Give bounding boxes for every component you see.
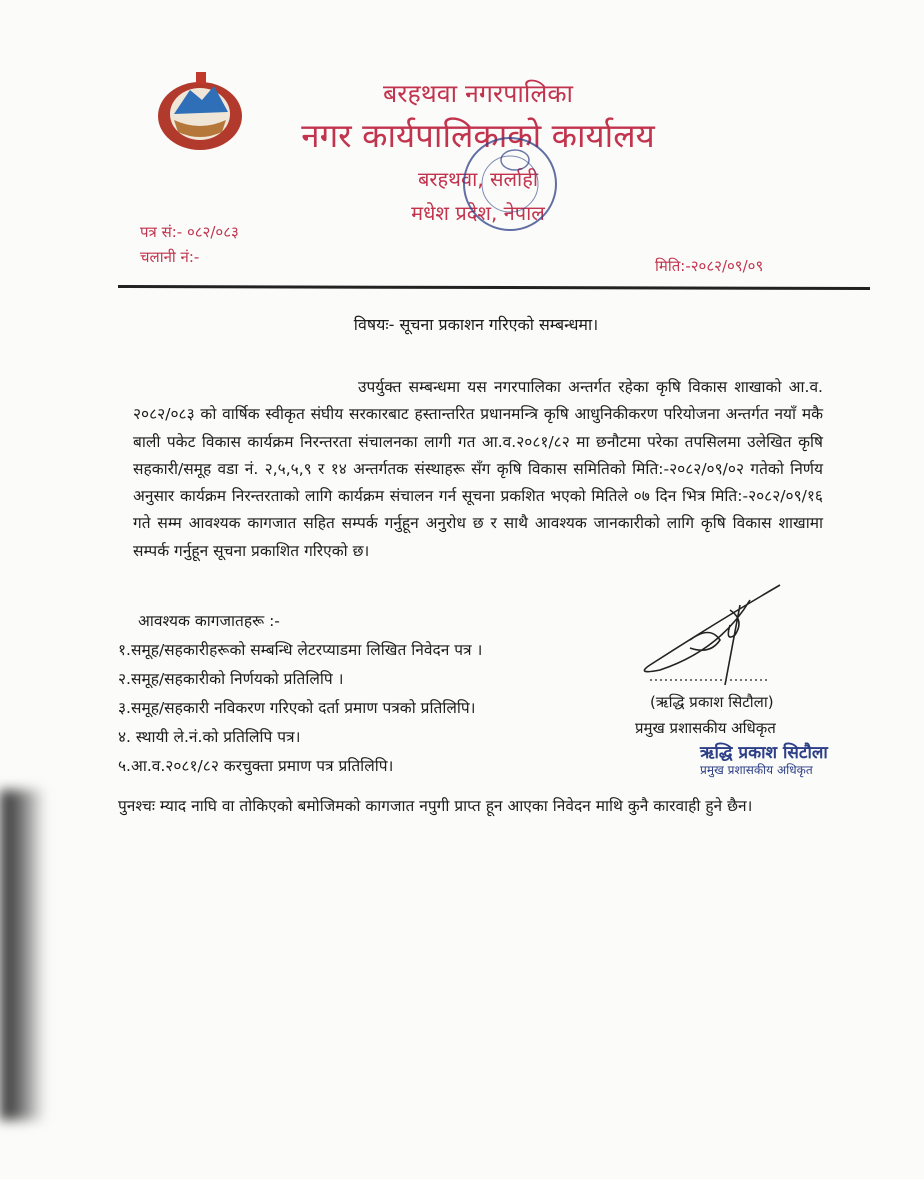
letter-date: मिति:-२०८२/०९/०९ [655, 257, 764, 275]
document-item: ४. स्थायी ले.नं.को प्रतिलिपि पत्र। [118, 728, 301, 746]
document-item: २.समूह/सहकारीको निर्णयको प्रतिलिपि । [118, 670, 344, 688]
municipality-name: बरहथवा नगरपालिका [382, 79, 574, 108]
document-item: ३.समूह/सहकारी नविकरण गरिएको दर्ता प्रमाण पत्रको प्रतिलिपि। [118, 699, 476, 717]
office-location: बरहथवा, सर्लाही [417, 167, 539, 191]
office-seal-stamp [455, 132, 565, 237]
letter-number: पत्र सं:- ०८२/०८३ [140, 223, 239, 241]
office-name: नगर कार्यपालिकाको कार्यालय [301, 116, 655, 155]
handwritten-signature [630, 580, 790, 690]
letter-body [133, 374, 823, 565]
stamp-title: प्रमुख प्रशासकीय अधिकृत [700, 763, 813, 777]
signatory-name: (ऋद्धि प्रकाश सिटौला) [650, 693, 774, 711]
documents-heading: आवश्यक कागजातहरू :- [138, 612, 280, 630]
document-item: १.समूह/सहकारीहरूको सम्बन्धि लेटरप्याडमा लिखित निवेदन पत्र । [118, 641, 483, 659]
name-stamp [700, 743, 828, 778]
body-paragraph: उपर्युक्त सम्बन्धमा यस नगरपालिका अन्तर्गत रहेका कृषि विकास शाखाको आ.व. २०८२/०८३ को वार्षिक स्वीकृत संघीय सरकारबाट हस्तान्तरित प्रधानमन्त्रि कृषि आधुनिकीकरण परियोजना अन्तर्गत नयाँ मकै बाली पकेट विकास कार्यक्रम निरन्तरता संचालनका लागी गत आ.व.२०८१/८२ मा छनौटमा परेका तपसिलमा उलेखित कृषि सहकारी/समूह वडा नं. २,५,५,९ र १४ अन्तर्गतक संस्थाहरू सँग कृषि विकास समितिको मिति:-२०८२/०९/०२ गतेको निर्णय अनुसार कार्यक्रम निरन्तरताको लागि कार्यक्रम संचालन गर्न सूचना प्रकशित भएको मितिले ०७ दिन भित्र मिति:-२०८२/०९/१६ गते सम्म आवश्यक कागजात सहित सम्पर्क गर्नुहून अनुरोध छ र साथै आवश्यक जानकारीको लागि कृषि विकास शाखामा सम्पर्क गर्नुहून सूचना प्रकाशित गरिएको छ। [133, 378, 823, 560]
document-item: ५.आ.व.२०८१/८२ करचुक्ता प्रमाण पत्र प्रतिलिपि। [118, 757, 394, 775]
scan-shadow [0, 790, 45, 1120]
footer-note: पुनश्चः म्याद नाघि वा तोकिएको बमोजिमको कागजात नपुगी प्राप्त हून आएका निवेदन माथि कुनै कारवाही हुने छैन। [118, 797, 753, 815]
dispatch-number: चलानी नं:- [140, 248, 200, 266]
stamp-name: ऋद्धि प्रकाश सिटौला [700, 743, 828, 763]
subject-line: विषयः- सूचना प्रकाशन गरिएको सम्बन्धमा। [353, 315, 599, 334]
required-documents [118, 607, 482, 781]
header-divider [118, 285, 870, 290]
office-province: मधेश प्रदेश, नेपाल [411, 201, 545, 225]
signatory-title: प्रमुख प्रशासकीय अधिकृत [635, 719, 776, 737]
